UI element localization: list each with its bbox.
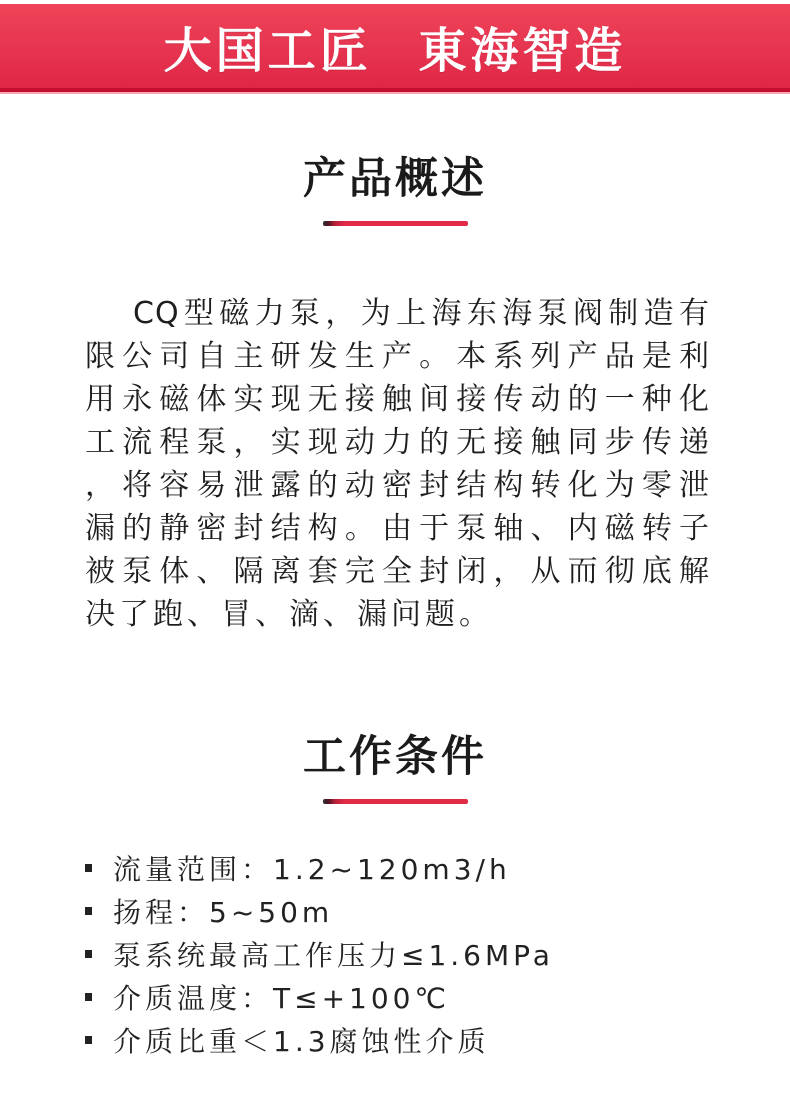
paragraph-line: ，将容易泄露的动密封结构转化为零泄	[85, 468, 710, 503]
list-item	[85, 846, 750, 889]
list-item-text: 介质比重＜1.3腐蚀性介质	[113, 1024, 490, 1058]
bullet-icon	[85, 1036, 92, 1044]
list-item	[85, 975, 750, 1018]
bullet-icon	[85, 907, 92, 915]
section-title-overview: 产品概述	[303, 154, 487, 204]
list-item-text: 扬程：5~50m	[113, 895, 334, 929]
paragraph-line: CQ型磁力泵，为上海东海泵阀制造有	[133, 296, 710, 331]
list-item-text: 流量范围：1.2~120m3/h	[113, 852, 511, 886]
bullet-icon	[85, 864, 92, 872]
overview-title-underline	[323, 221, 468, 226]
paragraph-line: 被泵体、隔离套完全封闭，从而彻底解	[85, 554, 710, 589]
bullet-icon	[85, 950, 92, 958]
section-title-working-conditions: 工作条件	[303, 732, 487, 782]
banner-title: 大国工匠 東海智造	[163, 22, 627, 79]
list-item	[85, 1018, 750, 1061]
working-conditions-list	[85, 846, 750, 1061]
working-conditions-title-underline	[323, 799, 468, 804]
paragraph-line: 工流程泵，实现动力的无接触同步传递	[85, 425, 710, 460]
list-item-text: 介质温度：T≤+100℃	[113, 981, 450, 1015]
paragraph-line: 决了跑、冒、滴、漏问题。	[85, 597, 493, 632]
list-item	[85, 889, 750, 932]
bullet-icon	[85, 993, 92, 1001]
paragraph-line: 限公司自主研发生产。本系列产品是利	[85, 339, 710, 374]
overview-paragraph	[85, 292, 710, 636]
list-item-text: 泵系统最高工作压力≤1.6MPa	[113, 938, 554, 972]
paragraph-line: 漏的静密封结构。由于泵轴、内磁转子	[85, 511, 710, 546]
paragraph-line: 用永磁体实现无接触间接传动的一种化	[85, 382, 710, 417]
list-item	[85, 932, 750, 975]
banner	[0, 4, 790, 92]
